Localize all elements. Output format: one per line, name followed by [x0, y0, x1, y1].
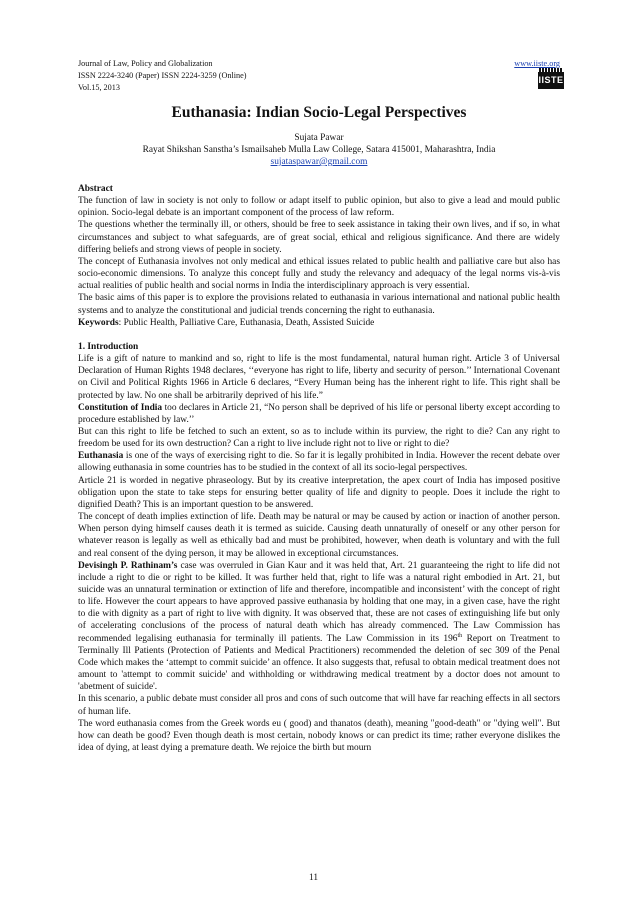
- bold-term: Constitution of India: [78, 402, 163, 413]
- bold-term: Euthanasia: [78, 451, 124, 462]
- issn-line: ISSN 2224-3240 (Paper) ISSN 2224-3259 (Online): [78, 71, 247, 80]
- body-paragraph: But can this right to life be fetched to such an extent, so as to include within its purview, the right to die? Can any right to freedom be used for its own destruction? Can a right to live include right not to live or right to die?: [78, 426, 560, 450]
- body-paragraph: Life is a gift of nature to mankind and so, right to life is the most fundamental, natural human right. Article 3 of Universal Declaration of Human Rights 1948 declares, ‘‘everyone has right to life, liberty and security of person.’’ International Covenant on Civil and Political Rights 1966 in Article 6 declares, “Every Human being has the inherent right to life. This right shall be protected by law. No one shall be arbitrarily deprived of his life.”: [78, 354, 560, 401]
- volume-line: Vol.15, 2013: [78, 83, 120, 92]
- abstract-heading: Abstract: [78, 184, 113, 194]
- abstract-paragraph: The questions whether the terminally ill, or others, should be free to seek assistance in taking their own lives, and if so, in what circumstances and subject to what safeguards, are of great social, ethical and religious significance. And there are widely differing beliefs and strong views of people in society.: [78, 220, 560, 255]
- author-email-link[interactable]: sujataspawar@gmail.com: [270, 157, 368, 167]
- journal-name: Journal of Law, Policy and Globalization: [78, 59, 213, 68]
- body-paragraph: In this scenario, a public debate must consider all pros and cons of such outcome that will have far reaching effects in all sectors of human life.: [78, 694, 560, 717]
- paragraph-text: Report on Treatment to Terminally Ill Patients (Protection of Patients and Medical Practitioners) recommended the deletion of sec 309 of the Penal Code which makes the ‘attempt to commit suicide’ an offence. It also suggests that, refusal to obtain medical treatment does not amount to 'attempt to commit suicide' and withholding or withdrawing medical treatment by a doctor does not amount to 'abetment of suicide'.: [78, 633, 560, 693]
- author-name: Sujata Pawar: [294, 133, 344, 143]
- body-paragraph: [78, 560, 560, 694]
- body-paragraph: The word euthanasia comes from the Greek words eu ( good) and thanatos (death), meaning "good-death" or "dying well". But how can death be good? Even though death is most certain, nobody knows or can predict its time; rather everyone dislikes the idea of dying, at least dying a premature death. We rejoice the birth but mourn: [78, 718, 560, 754]
- body-paragraph: Article 21 is worded in negative phraseology. But by its creative interpretation, the apex court of India has imposed positive obligation upon the state to take steps for ensuring better quality of life and dignity to people. Does it include the right to dignified Death? This is an important question to be answered.: [78, 475, 560, 510]
- journal-header: [78, 58, 568, 94]
- abstract-paragraph: The basic aims of this paper is to explore the provisions related to euthanasia in various international and national public health systems and to analyze the constitutional and judicial trends concerning the right to euthanasia.: [78, 293, 560, 316]
- body-paragraph: [78, 450, 560, 474]
- iiste-logo: IISTE: [538, 72, 564, 89]
- keywords-label: Keywords: [78, 317, 119, 328]
- abstract-paragraph: The function of law in society is not only to follow or adapt itself to public opinion, but also to give a lead and mould public opinion. Socio-legal debate is an important component of the process of law reform.: [78, 196, 560, 219]
- paper-title: Euthanasia: Indian Socio-Legal Perspectives: [171, 104, 467, 121]
- author-block: [78, 132, 560, 168]
- body-paragraph: The concept of death implies extinction of life. Death may be natural or may be caused by action or inaction of another person. When person dying himself causes death it is termed as suicide. Causing death unnaturally of oneself or any other person for whatever reason is legally as well as ethically bad and must be prohibited, however, when death is voluntary and with the full and real consent of the dying person, it may be allowed in exceptional circumstances.: [78, 512, 560, 559]
- journal-url-link[interactable]: www.iiste.org: [514, 59, 560, 68]
- paragraph-text: too declares in Article 21, “No person shall be deprived of his life or personal liberty except according to procedure established by law.’’: [78, 402, 560, 425]
- body-paragraph: [78, 402, 560, 426]
- paper-body: [78, 183, 560, 754]
- keywords-line: [78, 317, 560, 329]
- author-affiliation: Rayat Shikshan Sanstha’s Ismailsaheb Mulla Law College, Satara 415001, Maharashtra, India: [142, 145, 496, 155]
- superscript: th: [457, 632, 463, 639]
- paragraph-text: case was overruled in Gian Kaur and it was held that, Art. 21 guaranteeing the right to life did not include a right to die or right to be killed. It was further held that, right to life was a natural right embodied in Art. 21, but suicide was an unnatural termination or extinction of life and therefore, incompatible and inconsistent’ with the concept of right to life. However the court appears to have approved passive euthanasia by holding that one may, in a given case, have the right to die with dignity as a part of right to live with dignity. It was observed that, these are not cases of extinguishing life but only of accelerating conclusions of the process of natural death which has already commenced. The Law Commission has recommended legalising euthanasia for terminally ill patients. The Law Commission in its 196: [78, 560, 560, 644]
- abstract-paragraph: The concept of Euthanasia involves not only medical and ethical issues related to public health and palliative care but also has socio-economic dimensions. To analyze this concept fully and study the relevancy and adequacy of the legal norms vis-à-vis actual realities of public health and social norms in India the interdisciplinary approach is very essential.: [78, 256, 560, 292]
- section-heading: 1. Introduction: [78, 341, 139, 352]
- paragraph-text: is one of the ways of exercising right to die. So far it is legally prohibited in India. However the recent debate over allowing euthanasia in some countries has to be studied in the context of all its socio-legal perspectives.: [78, 451, 560, 474]
- page-number: 11: [309, 873, 319, 883]
- bold-term: Devisingh P. Rathinam’s: [78, 560, 178, 571]
- keywords-text: : Public Health, Palliative Care, Euthanasia, Death, Assisted Suicide: [118, 317, 375, 328]
